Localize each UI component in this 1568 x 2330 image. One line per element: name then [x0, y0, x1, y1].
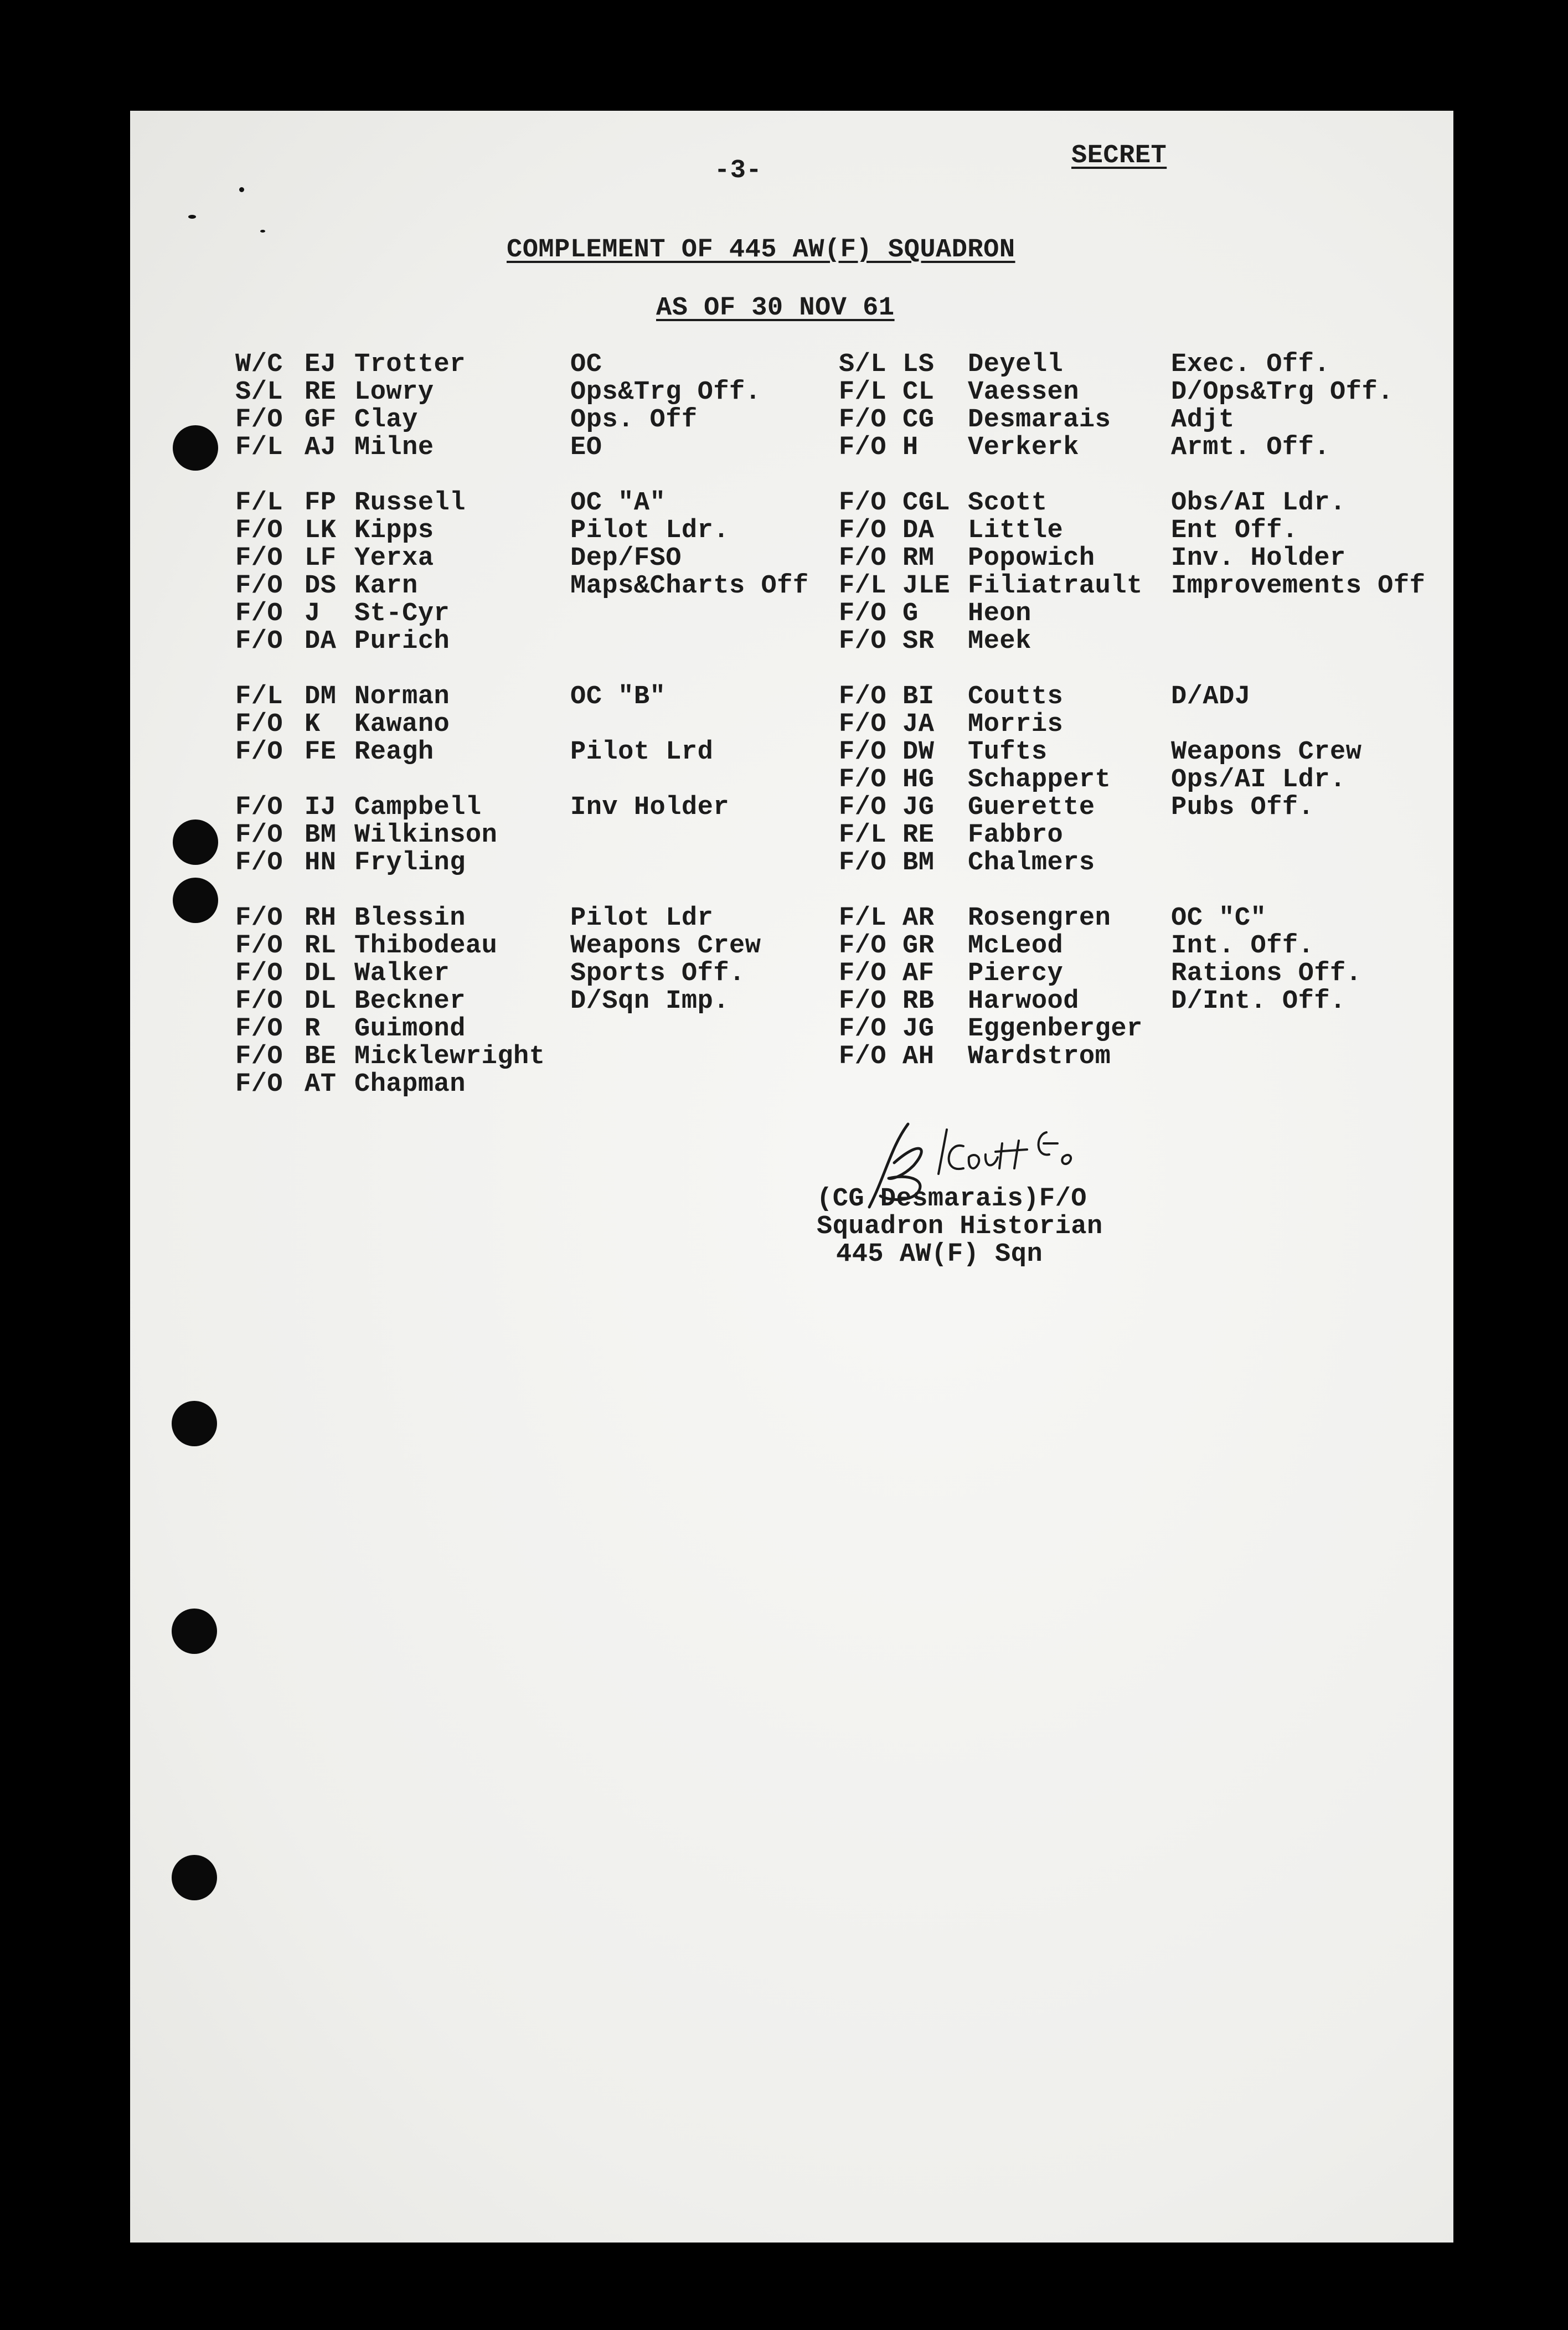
- roster-rank: F/O: [839, 516, 887, 545]
- roster-rank: F/O: [235, 793, 283, 822]
- roster-rank: F/O: [839, 627, 887, 656]
- roster-name: Yerxa: [354, 544, 434, 573]
- punch-hole: [173, 878, 218, 923]
- roster-rank: F/O: [235, 821, 283, 850]
- roster-rank: F/L: [839, 571, 887, 601]
- document-title: COMPLEMENT OF 445 AW(F) SQUADRON: [507, 235, 1015, 265]
- roster-init: AF: [902, 959, 935, 988]
- roster-role: Weapons Crew: [1171, 738, 1362, 767]
- roster-rank: F/O: [235, 599, 283, 628]
- roster-role: Ent Off.: [1171, 516, 1298, 545]
- roster-rank: S/L: [235, 378, 283, 407]
- roster-init: LK: [305, 516, 337, 545]
- roster-rank: F/O: [839, 793, 887, 822]
- roster-rank: S/L: [839, 350, 887, 379]
- roster-name: Vaessen: [968, 378, 1079, 407]
- roster-init: DL: [305, 987, 337, 1016]
- roster-rank: F/O: [839, 1042, 887, 1071]
- roster-name: Deyell: [968, 350, 1064, 379]
- roster-init: JG: [902, 1014, 935, 1044]
- roster-name: Schappert: [968, 765, 1111, 795]
- punch-hole: [173, 425, 218, 471]
- roster-init: RH: [305, 904, 337, 933]
- roster-rank: F/O: [839, 1014, 887, 1044]
- roster-name: Russell: [354, 488, 466, 518]
- roster-name: Norman: [354, 682, 450, 712]
- roster-name: Kawano: [354, 710, 450, 739]
- roster-role: OC "A": [570, 488, 666, 518]
- punch-hole: [172, 1401, 217, 1446]
- roster-role: Pilot Ldr.: [570, 516, 730, 545]
- roster-init: LS: [902, 350, 935, 379]
- roster-rank: F/O: [839, 599, 887, 628]
- roster-rank: F/O: [235, 959, 283, 988]
- roster-init: FP: [305, 488, 337, 518]
- roster-name: Fryling: [354, 848, 466, 878]
- roster-init: RL: [305, 931, 337, 961]
- roster-init: HN: [305, 848, 337, 878]
- ink-speck: [239, 187, 244, 192]
- roster-name: Micklewright: [354, 1042, 545, 1071]
- roster-rank: F/O: [839, 738, 887, 767]
- roster-name: Fabbro: [968, 821, 1064, 850]
- roster-rank: F/O: [235, 710, 283, 739]
- roster-init: H: [902, 433, 919, 462]
- roster-name: Kipps: [354, 516, 434, 545]
- roster-name: St-Cyr: [354, 599, 450, 628]
- roster-role: Dep/FSO: [570, 544, 682, 573]
- roster-name: Popowich: [968, 544, 1095, 573]
- roster-rank: F/O: [839, 710, 887, 739]
- signature-unit-line: 445 AW(F) Sqn: [836, 1240, 1043, 1269]
- roster-name: Eggenberger: [968, 1014, 1143, 1044]
- roster-rank: W/C: [235, 350, 283, 379]
- punch-hole: [173, 819, 218, 865]
- roster-role: Maps&Charts Off: [570, 571, 809, 601]
- roster-role: OC "C": [1171, 904, 1267, 933]
- roster-init: CL: [902, 378, 935, 407]
- roster-rank: F/O: [235, 544, 283, 573]
- roster-name: Morris: [968, 710, 1064, 739]
- roster-init: GR: [902, 931, 935, 961]
- roster-rank: F/O: [839, 682, 887, 712]
- roster-rank: F/O: [235, 738, 283, 767]
- roster-name: Meek: [968, 627, 1031, 656]
- roster-init: SR: [902, 627, 935, 656]
- roster-init: DM: [305, 682, 337, 712]
- roster-role: OC "B": [570, 682, 666, 712]
- roster-name: Milne: [354, 433, 434, 462]
- roster-name: Blessin: [354, 904, 466, 933]
- roster-name: Reagh: [354, 738, 434, 767]
- roster-init: BE: [305, 1042, 337, 1071]
- roster-init: K: [305, 710, 321, 739]
- roster-init: RM: [902, 544, 935, 573]
- roster-name: Guimond: [354, 1014, 466, 1044]
- roster-rank: F/O: [235, 516, 283, 545]
- roster-init: JG: [902, 793, 935, 822]
- roster-name: Thibodeau: [354, 931, 498, 961]
- roster-name: Walker: [354, 959, 450, 988]
- roster-init: FE: [305, 738, 337, 767]
- roster-init: AJ: [305, 433, 337, 462]
- roster-init: GF: [305, 405, 337, 435]
- roster-init: RE: [902, 821, 935, 850]
- roster-name: Scott: [968, 488, 1048, 518]
- roster-name: Karn: [354, 571, 418, 601]
- roster-name: Chalmers: [968, 848, 1095, 878]
- roster-rank: F/O: [839, 959, 887, 988]
- roster-rank: F/O: [839, 848, 887, 878]
- roster-init: DS: [305, 571, 337, 601]
- roster-name: Piercy: [968, 959, 1064, 988]
- roster-init: AH: [902, 1042, 935, 1071]
- roster-init: G: [902, 599, 919, 628]
- roster-rank: F/O: [235, 1070, 283, 1099]
- roster-role: D/Sqn Imp.: [570, 987, 730, 1016]
- roster-role: Ops. Off: [570, 405, 698, 435]
- roster-role: OC: [570, 350, 602, 379]
- roster-rank: F/O: [235, 904, 283, 933]
- roster-rank: F/L: [235, 433, 283, 462]
- roster-role: Weapons Crew: [570, 931, 761, 961]
- roster-rank: F/L: [839, 904, 887, 933]
- roster-name: Wardstrom: [968, 1042, 1111, 1071]
- roster-init: RE: [305, 378, 337, 407]
- roster-name: Trotter: [354, 350, 466, 379]
- roster-name: Coutts: [968, 682, 1064, 712]
- punch-hole: [172, 1855, 217, 1900]
- roster-init: DL: [305, 959, 337, 988]
- roster-name: Lowry: [354, 378, 434, 407]
- roster-name: Tufts: [968, 738, 1048, 767]
- roster-name: Purich: [354, 627, 450, 656]
- roster-init: R: [305, 1014, 321, 1044]
- roster-init: JA: [902, 710, 935, 739]
- signature-title-line: Squadron Historian: [817, 1212, 1103, 1241]
- roster-rank: F/O: [839, 488, 887, 518]
- roster-init: EJ: [305, 350, 337, 379]
- roster-name: Harwood: [968, 987, 1079, 1016]
- roster-role: Inv. Holder: [1171, 544, 1346, 573]
- roster-init: HG: [902, 765, 935, 795]
- roster-init: BM: [902, 848, 935, 878]
- roster-rank: F/O: [839, 405, 887, 435]
- roster-name: Rosengren: [968, 904, 1111, 933]
- roster-name: Beckner: [354, 987, 466, 1016]
- roster-init: LF: [305, 544, 337, 573]
- roster-init: JLE: [902, 571, 951, 601]
- signature-name-line: (CG Desmarais)F/O: [817, 1184, 1087, 1214]
- roster-role: Armt. Off.: [1171, 433, 1330, 462]
- roster-name: Clay: [354, 405, 418, 435]
- roster-name: Guerette: [968, 793, 1095, 822]
- roster-name: Heon: [968, 599, 1031, 628]
- classification-marking: SECRET: [1071, 141, 1167, 171]
- roster-name: Wilkinson: [354, 821, 498, 850]
- roster-role: Obs/AI Ldr.: [1171, 488, 1346, 518]
- roster-init: CG: [902, 405, 935, 435]
- roster-role: D/Int. Off.: [1171, 987, 1346, 1016]
- roster-init: DA: [902, 516, 935, 545]
- punch-hole: [172, 1609, 217, 1654]
- roster-rank: F/L: [235, 488, 283, 518]
- roster-rank: F/O: [839, 433, 887, 462]
- roster-rank: F/L: [839, 821, 887, 850]
- roster-role: Sports Off.: [570, 959, 745, 988]
- roster-init: BI: [902, 682, 935, 712]
- roster-role: Inv Holder: [570, 793, 730, 822]
- roster-role: Pubs Off.: [1171, 793, 1314, 822]
- date-line: AS OF 30 NOV 61: [656, 293, 895, 323]
- roster-rank: F/O: [235, 1042, 283, 1071]
- roster-name: Filiatrault: [968, 571, 1143, 601]
- ink-speck: [188, 215, 196, 219]
- roster-role: Adjt: [1171, 405, 1235, 435]
- roster-role: EO: [570, 433, 602, 462]
- roster-rank: F/L: [839, 378, 887, 407]
- roster-rank: F/O: [839, 987, 887, 1016]
- roster-init: J: [305, 599, 321, 628]
- roster-init: BM: [305, 821, 337, 850]
- roster-role: Rations Off.: [1171, 959, 1362, 988]
- roster-role: Ops&Trg Off.: [570, 378, 761, 407]
- roster-role: Exec. Off.: [1171, 350, 1330, 379]
- roster-role: Pilot Ldr: [570, 904, 714, 933]
- roster-rank: F/O: [235, 571, 283, 601]
- roster-rank: F/O: [235, 987, 283, 1016]
- roster-rank: F/O: [839, 765, 887, 795]
- roster-rank: F/O: [235, 848, 283, 878]
- ink-speck: [260, 230, 265, 233]
- roster-rank: F/O: [839, 544, 887, 573]
- roster-name: Little: [968, 516, 1064, 545]
- roster-rank: F/O: [235, 405, 283, 435]
- roster-rank: F/O: [839, 931, 887, 961]
- page-number: -3-: [714, 156, 762, 185]
- roster-role: D/ADJ: [1171, 682, 1251, 712]
- roster-name: Chapman: [354, 1070, 466, 1099]
- roster-role: Int. Off.: [1171, 931, 1314, 961]
- roster-init: AT: [305, 1070, 337, 1099]
- roster-name: McLeod: [968, 931, 1064, 961]
- roster-role: D/Ops&Trg Off.: [1171, 378, 1394, 407]
- roster-name: Campbell: [354, 793, 482, 822]
- roster-init: RB: [902, 987, 935, 1016]
- roster-init: DA: [305, 627, 337, 656]
- roster-role: Improvements Off: [1171, 571, 1426, 601]
- roster-name: Verkerk: [968, 433, 1079, 462]
- roster-name: Desmarais: [968, 405, 1111, 435]
- roster-rank: F/L: [235, 682, 283, 712]
- roster-role: Pilot Lrd: [570, 738, 714, 767]
- roster-init: DW: [902, 738, 935, 767]
- roster-rank: F/O: [235, 1014, 283, 1044]
- roster-rank: F/O: [235, 931, 283, 961]
- roster-init: IJ: [305, 793, 337, 822]
- roster-role: Ops/AI Ldr.: [1171, 765, 1346, 795]
- roster-rank: F/O: [235, 627, 283, 656]
- roster-init: AR: [902, 904, 935, 933]
- roster-init: CGL: [902, 488, 951, 518]
